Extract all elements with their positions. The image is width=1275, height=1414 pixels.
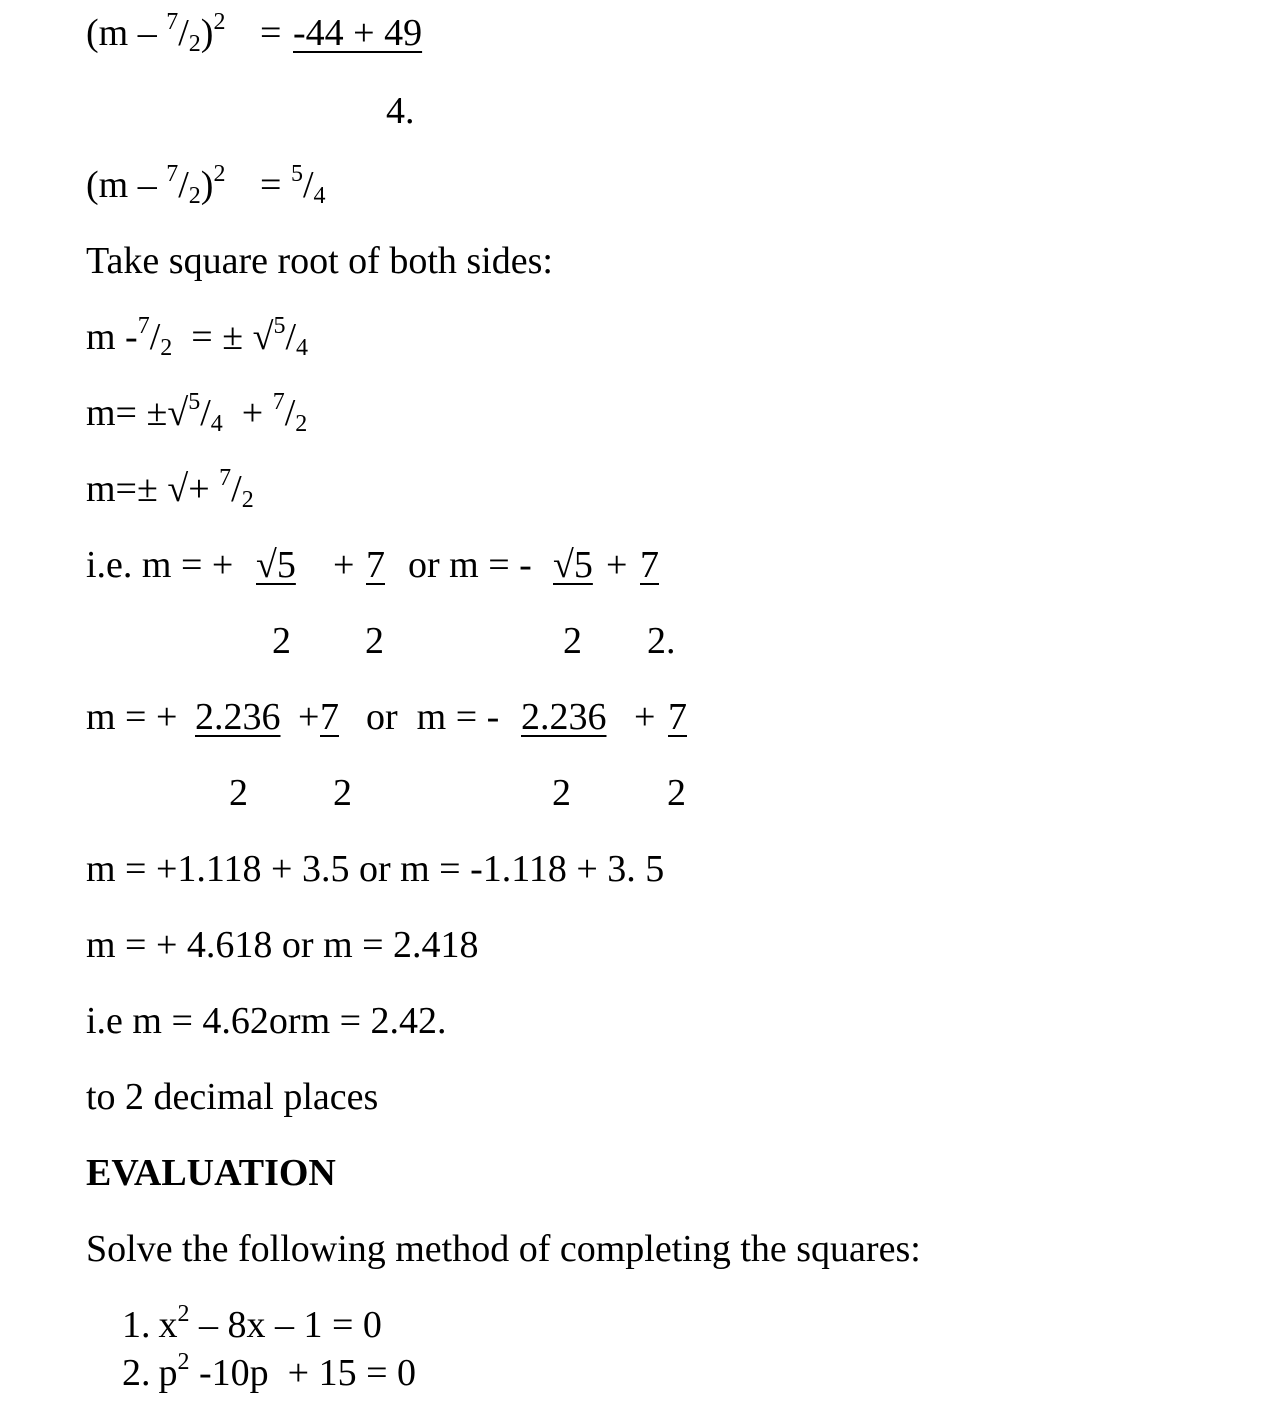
superscript: 5 bbox=[188, 389, 201, 415]
subscript: 2 bbox=[295, 411, 308, 437]
note-text: to 2 decimal places bbox=[86, 1076, 379, 1118]
fraction-denominator: 2 bbox=[333, 772, 352, 814]
superscript: 7 bbox=[219, 465, 232, 491]
equation-line-2-rhs bbox=[260, 161, 326, 209]
subscript: 2 bbox=[241, 487, 254, 513]
fraction-denominator: 2 bbox=[272, 620, 291, 662]
fraction-slash: / bbox=[200, 392, 211, 434]
fraction-slash: / bbox=[231, 468, 242, 510]
numerator-text: √5 bbox=[256, 544, 296, 586]
subscript: 2 bbox=[188, 183, 201, 209]
fraction-numerator: 7 bbox=[668, 696, 687, 738]
exponent: 2 bbox=[177, 1349, 190, 1375]
text: m= ±√ bbox=[86, 392, 189, 434]
equation-line-2 bbox=[86, 161, 226, 209]
equation-line-5 bbox=[86, 389, 308, 437]
text: – 8x – 1 = 0 bbox=[189, 1304, 382, 1346]
fraction-slash: / bbox=[302, 164, 314, 206]
fraction-denominator: 2 bbox=[229, 772, 248, 814]
list-item bbox=[122, 1349, 417, 1394]
text: -10p + 15 = 0 bbox=[189, 1352, 417, 1394]
fraction-denominator: 2 bbox=[667, 772, 686, 814]
equation-line-13: i.e m = 4.62orm = 2.42. bbox=[86, 1000, 447, 1042]
text: i.e. m = + bbox=[86, 544, 234, 586]
text: or m = - bbox=[366, 696, 500, 738]
equation-line-4 bbox=[86, 313, 308, 361]
fraction-denominator: 2 bbox=[552, 772, 571, 814]
text: p bbox=[158, 1352, 178, 1394]
list-number: 2. bbox=[122, 1352, 151, 1394]
equation-line-6 bbox=[86, 465, 254, 513]
fraction-denominator: 2. bbox=[647, 620, 676, 662]
section-heading: EVALUATION bbox=[86, 1152, 336, 1194]
fraction-slash: / bbox=[285, 316, 296, 358]
subscript: 2 bbox=[160, 335, 173, 361]
text: m - bbox=[86, 316, 138, 358]
superscript: 5 bbox=[290, 161, 303, 187]
text: m = + bbox=[86, 696, 178, 738]
subscript: 4 bbox=[210, 411, 223, 437]
subscript: 4 bbox=[296, 335, 308, 361]
superscript: 7 bbox=[166, 161, 179, 187]
exponent: 2 bbox=[213, 161, 226, 187]
fraction-numerator: 7 bbox=[640, 544, 659, 586]
list-item bbox=[122, 1301, 382, 1346]
superscript: 7 bbox=[166, 9, 179, 35]
fraction-numerator bbox=[320, 698, 353, 736]
plus-sign: + bbox=[298, 696, 320, 738]
text: (m – bbox=[86, 12, 157, 54]
fraction-slash: / bbox=[178, 12, 189, 54]
equation-line-12: m = + 4.618 or m = 2.418 bbox=[86, 924, 479, 966]
plus-sign: + bbox=[606, 544, 628, 586]
text: m=± √+ bbox=[86, 468, 220, 510]
text: ) bbox=[200, 164, 214, 206]
fraction-slash: / bbox=[284, 392, 296, 434]
fraction-denominator: 2 bbox=[563, 620, 582, 662]
fraction-numerator: 2.236 bbox=[195, 696, 281, 738]
fraction-denominator: 2 bbox=[365, 620, 384, 662]
equation-line-11: m = +1.118 + 3.5 or m = -1.118 + 3. 5 bbox=[86, 848, 665, 890]
fraction-numerator: √5 bbox=[553, 544, 593, 586]
fraction-numerator: -44 + 49 bbox=[293, 12, 423, 54]
equals-sign: = bbox=[260, 164, 282, 206]
superscript: 7 bbox=[137, 313, 150, 339]
text: + bbox=[222, 392, 273, 434]
subscript: 4 bbox=[313, 183, 326, 209]
plus-sign: + bbox=[333, 544, 355, 586]
numerator-text: 7 bbox=[320, 696, 339, 738]
exponent: 2 bbox=[213, 9, 226, 35]
fraction-denominator: 4. bbox=[386, 90, 415, 132]
text: or m = - bbox=[408, 544, 532, 586]
equation-line-1 bbox=[86, 9, 226, 57]
equals-sign: = bbox=[260, 12, 282, 54]
fraction-numerator: 2.236 bbox=[521, 696, 607, 738]
superscript: 5 bbox=[273, 313, 286, 339]
plus-sign: + bbox=[634, 696, 656, 738]
text: ) bbox=[200, 12, 214, 54]
exercise-instruction: Solve the following method of completing the squares: bbox=[86, 1228, 921, 1270]
instruction-text: Take square root of both sides: bbox=[86, 240, 553, 282]
text: x bbox=[158, 1304, 178, 1346]
exponent: 2 bbox=[177, 1301, 190, 1327]
fraction-slash: / bbox=[178, 164, 189, 206]
text: = ± √ bbox=[172, 316, 274, 358]
subscript: 2 bbox=[188, 31, 201, 57]
fraction-numerator bbox=[256, 546, 310, 584]
fraction-numerator: 7 bbox=[366, 544, 385, 586]
list-number: 1. bbox=[122, 1304, 151, 1346]
fraction-slash: / bbox=[149, 316, 161, 358]
text: (m – bbox=[86, 164, 157, 206]
superscript: 7 bbox=[272, 389, 285, 415]
